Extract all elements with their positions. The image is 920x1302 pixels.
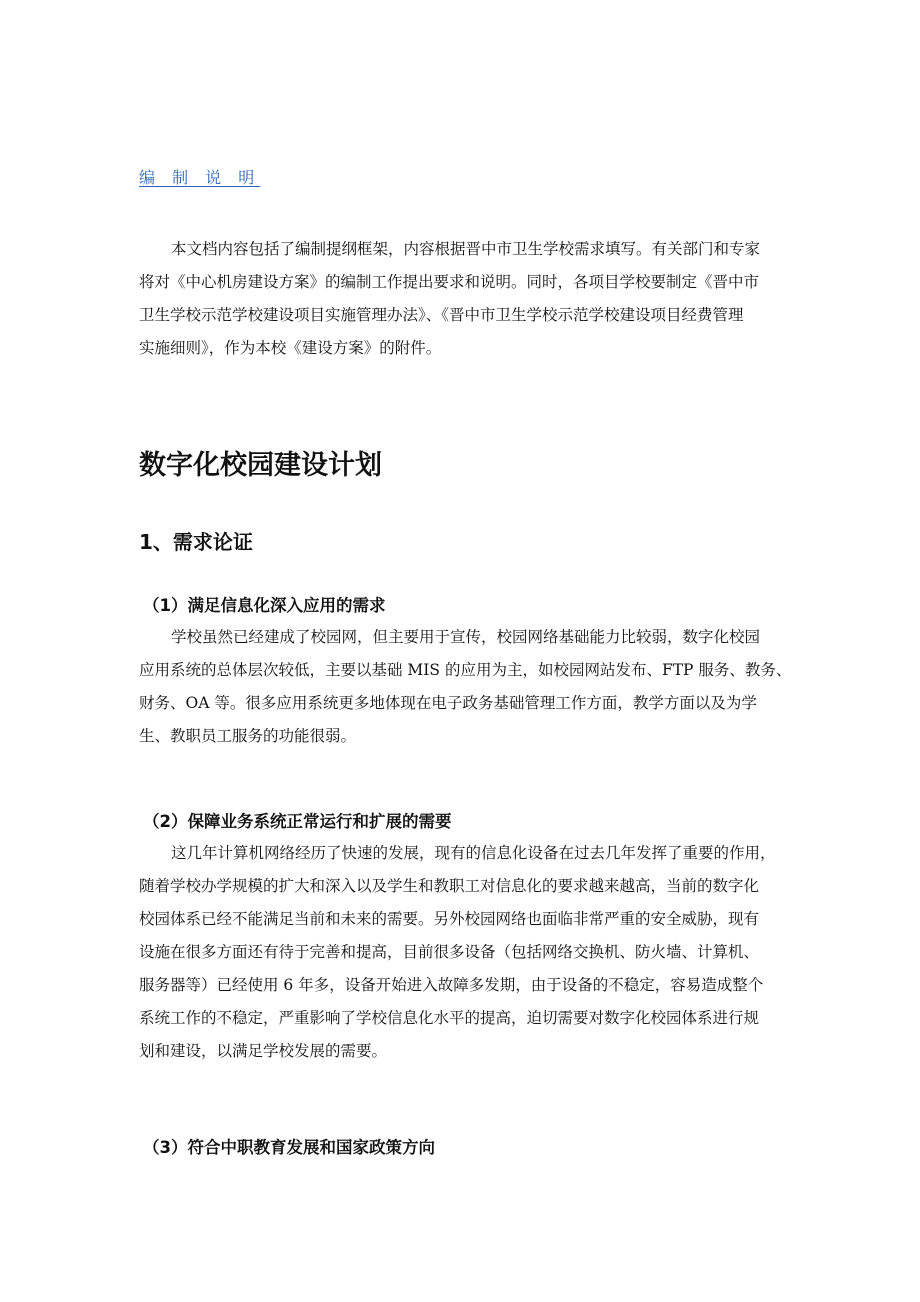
compilation-notes-link[interactable]: 编 制 说 明 [139,168,261,187]
body-line: 生、教职员工服务的功能很弱。 [139,727,357,745]
body-line: 服务器等）已经使用 6 年多，设备开始进入故障多发期，由于设备的不稳定，容易造成整个 [139,976,764,994]
body-line: 划和建设，以满足学校发展的需要。 [139,1042,388,1060]
intro-line: 本文档内容包括了编制提纲框架，内容根据晋中市卫生学校需求填写。有关部门和专家 [171,240,761,258]
intro-line: 将对《中心机房建设方案》的编制工作提出要求和说明。同时，各项目学校要制定《晋中市 [139,273,760,291]
body-line: 系统工作的不稳定，严重影响了学校信息化水平的提高，迫切需要对数字化校园体系进行规 [139,1009,760,1027]
subsection-title-2: （2）保障业务系统正常运行和扩展的需要 [143,812,452,831]
section-title: 1、需求论证 [139,530,253,554]
subsection-title-3: （3）符合中职教育发展和国家政策方向 [143,1138,435,1157]
body-line: 学校虽然已经建成了校园网，但主要用于宣传，校园网络基础能力比较弱，数字化校园 [171,628,761,646]
intro-paragraph [139,233,784,365]
main-title: 数字化校园建设计划 [139,450,382,481]
subsection-1-paragraph [139,621,792,753]
body-line: 设施在很多方面还有待于完善和提高，目前很多设备（包括网络交换机、防火墙、计算机、 [139,943,760,961]
intro-line: 卫生学校示范学校建设项目实施管理办法》、《晋中市卫生学校示范学校建设项目经费管理 [139,306,744,324]
body-line: 应用系统的总体层次较低，主要以基础 MIS 的应用为主，如校园网站发布、FTP 服务、教务、 [139,661,792,679]
subsection-2-paragraph [139,837,784,1068]
subsection-title-1: （1）满足信息化深入应用的需求 [143,596,386,615]
body-line: 随着学校办学规模的扩大和深入以及学生和教职工对信息化的要求越来越高，当前的数字化 [139,877,760,895]
body-line: 财务、OA 等。很多应用系统更多地体现在电子政务基础管理工作方面，教学方面以及为学 [139,694,757,712]
body-line: 校园体系已经不能满足当前和未来的需要。另外校园网络也面临非常严重的安全威胁，现有 [139,910,760,928]
intro-line: 实施细则》，作为本校《建设方案》的附件。 [139,339,442,357]
body-line: 这几年计算机网络经历了快速的发展，现有的信息化设备在过去几年发挥了重要的作用， [171,844,776,862]
